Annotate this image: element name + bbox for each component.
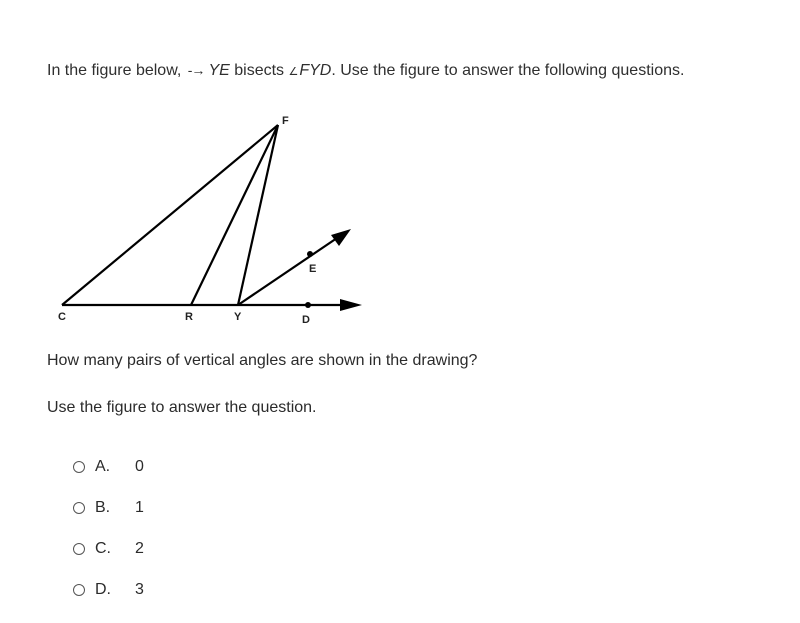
- label-e: E: [309, 263, 317, 275]
- label-d: D: [302, 314, 310, 326]
- option-c-letter: C.: [95, 539, 111, 557]
- label-c: C: [58, 311, 66, 323]
- segment-cf: [62, 125, 278, 305]
- label-y: Y: [234, 311, 242, 323]
- option-c-value: 2: [135, 539, 144, 557]
- radio-button-a[interactable]: [73, 461, 85, 473]
- label-f: F: [282, 115, 289, 127]
- intro-suffix: . Use the figure to answer the following questions.: [331, 62, 685, 79]
- option-d-value: 3: [135, 580, 144, 598]
- radio-button-b[interactable]: [73, 502, 85, 514]
- label-r: R: [185, 311, 193, 323]
- option-a-letter: A.: [95, 457, 111, 475]
- intro-prefix: In the figure below,: [47, 62, 182, 79]
- option-b-letter: B.: [95, 498, 111, 516]
- arrowhead-d: [340, 299, 362, 311]
- option-d-letter: D.: [95, 580, 111, 598]
- ray-name: YE: [208, 62, 230, 79]
- radio-button-c[interactable]: [73, 543, 85, 555]
- angle-symbol: ∠: [288, 66, 299, 78]
- option-d[interactable]: [73, 569, 144, 610]
- point-e-dot: [307, 251, 313, 257]
- point-d-dot: [305, 302, 311, 308]
- arrowhead-e: [331, 229, 351, 246]
- option-a-value: 0: [135, 457, 144, 475]
- instruction-text: Use the figure to answer the question.: [47, 399, 317, 416]
- answer-options: [73, 446, 144, 610]
- ray-arrow-symbol: -→: [187, 62, 205, 78]
- question-text: How many pairs of vertical angles are shown in the drawing?: [47, 352, 478, 369]
- option-b-value: 1: [135, 498, 144, 516]
- intro-verb: bisects: [234, 62, 285, 79]
- angle-name: FYD: [299, 62, 332, 79]
- option-c[interactable]: [73, 528, 144, 569]
- radio-button-d[interactable]: [73, 584, 85, 596]
- segment-rf: [191, 125, 278, 305]
- ray-ye: [238, 236, 340, 305]
- option-b[interactable]: [73, 487, 144, 528]
- option-a[interactable]: [73, 446, 144, 487]
